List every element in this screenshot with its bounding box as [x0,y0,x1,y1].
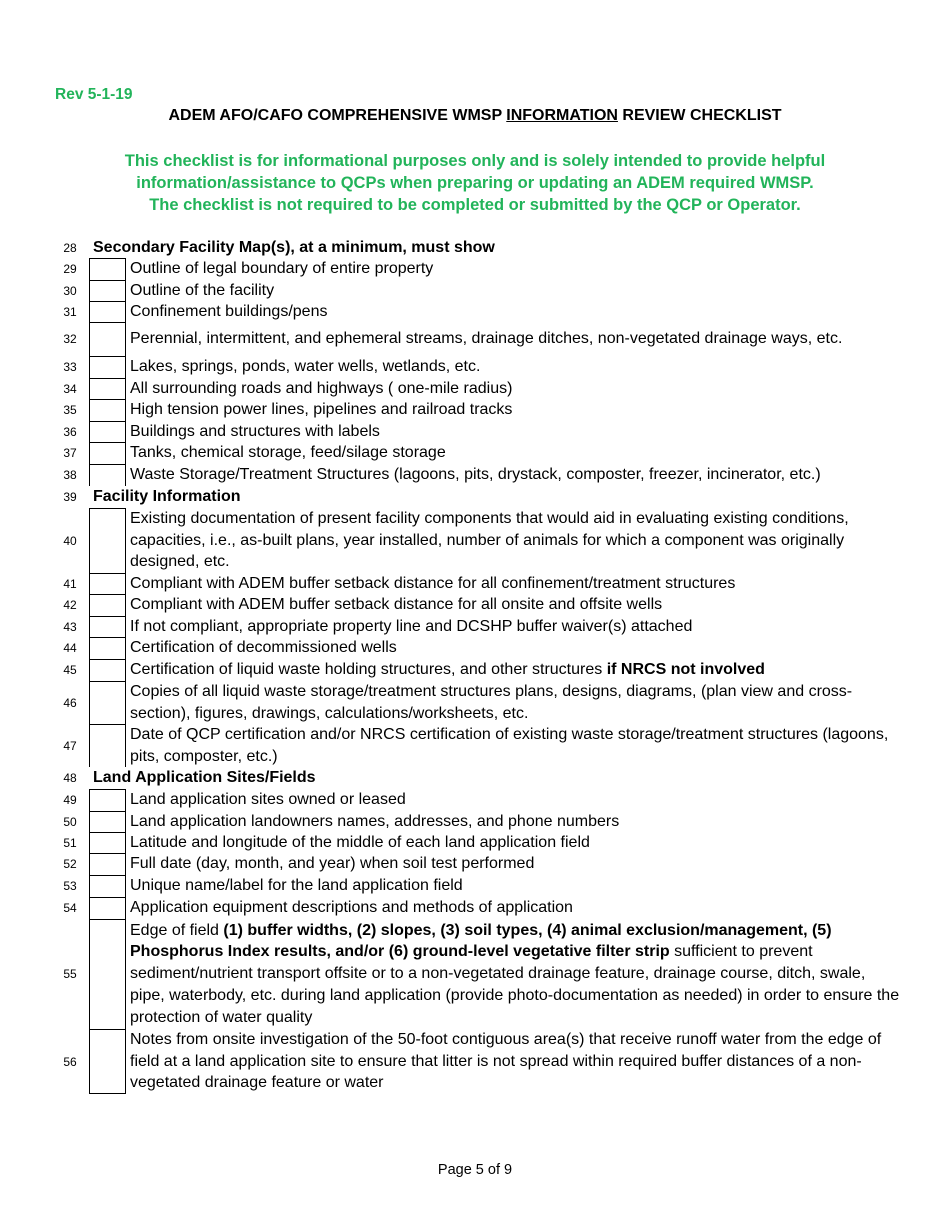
checklist-item-text [130,919,900,1029]
item-text: Notes from onsite investigation of the 50-foot contiguous area(s) that receive runoff water from the edge of field at a land application site to ensure that litter is not spread within required buffer distances of a non-vegetated drainage feature or water [130,1030,882,1092]
checklist-item-text [130,681,900,724]
item-text: Latitude and longitude of the middle of each land application field [130,834,590,852]
checkbox[interactable] [89,280,126,302]
checklist-row [0,258,950,280]
checkbox[interactable] [89,508,126,573]
checklist-row [0,724,950,767]
section-header-row [0,237,950,259]
row-number: 47 [63,738,77,753]
checklist-row [0,280,950,302]
checklist-row [0,322,950,356]
checklist-row [0,399,950,421]
row-number: 40 [63,533,77,548]
checklist-row [0,637,950,659]
checklist-row [0,573,950,595]
page-number: Page 5 of 9 [437,1162,513,1178]
row-number: 54 [63,901,77,915]
item-text: Tanks, chemical storage, feed/silage storage [130,444,446,462]
item-text: Confinement buildings/pens [130,303,328,321]
checklist-item-text [130,464,900,486]
item-text: Waste Storage/Treatment Structures (lagoons, pits, drystack, composter, freezer, incinerator, etc.) [130,466,821,484]
checklist-item-text [130,258,900,280]
checkbox[interactable] [89,1029,126,1094]
checklist-row [0,378,950,400]
checkbox[interactable] [89,659,126,681]
checkbox[interactable] [89,399,126,421]
checkbox[interactable] [89,811,126,832]
row-number: 53 [63,879,77,893]
checklist-item-text [130,399,900,421]
checklist-row [0,853,950,875]
row-number: 29 [63,262,77,276]
checklist-item-text [130,637,900,659]
item-text: Full date (day, month, and year) when soil test performed [130,855,535,873]
item-text-bold: if NRCS not involved [606,661,765,679]
checkbox[interactable] [89,832,126,854]
checklist-item-text [130,301,900,323]
checklist-row [0,919,950,1029]
checklist-item-text [130,280,900,302]
item-text-bold: (1) buffer widths, (2) slopes, (3) soil types, (4) animal exclusion/management, (5) Phosphorus Index results, and/or (6) ground-level vegetative filter strip [130,921,832,961]
row-number: 56 [63,1054,77,1069]
row-number: 45 [63,663,77,677]
row-number: 43 [63,620,77,634]
item-text: Compliant with ADEM buffer setback distance for all confinement/treatment structures [130,575,736,593]
checklist-item-text [130,573,900,595]
checklist-item-text [130,421,900,443]
row-number: 52 [63,857,77,871]
item-text: Edge of field [130,921,224,939]
checklist-item-text [130,811,900,832]
item-text: Buildings and structures with labels [130,423,380,441]
row-number: 30 [63,284,77,298]
checkbox[interactable] [89,616,126,638]
section-header-row [0,767,950,789]
item-text: Application equipment descriptions and methods of application [130,899,573,917]
checklist-item-text [130,594,900,616]
item-text: If not compliant, appropriate property line and DCSHP buffer waiver(s) attached [130,618,693,636]
checkbox[interactable] [89,356,126,378]
checkbox[interactable] [89,919,126,1029]
checklist-row [0,811,950,832]
row-number: 32 [63,332,77,346]
checkbox[interactable] [89,681,126,724]
row-number: 28 [63,241,77,255]
checkbox[interactable] [89,573,126,595]
section-title: Secondary Facility Map(s), at a minimum, must show [93,239,495,256]
checklist-row [0,442,950,464]
checkbox[interactable] [89,258,126,280]
checkbox[interactable] [89,724,126,767]
checklist-item-text [130,1029,900,1094]
checkbox[interactable] [89,853,126,875]
row-number: 31 [63,305,77,319]
item-text: Outline of legal boundary of entire property [130,260,434,278]
checkbox[interactable] [89,594,126,616]
checklist-item-text [130,616,900,638]
row-number: 42 [63,598,77,612]
item-text: All surrounding roads and highways ( one-mile radius) [130,380,513,398]
row-number: 37 [63,446,77,460]
checklist-item-text [130,442,900,464]
row-number: 35 [63,403,77,417]
row-number: 39 [63,490,77,504]
row-number: 50 [63,814,77,829]
item-text: Certification of liquid waste holding structures, and other structures [130,661,607,679]
checkbox[interactable] [89,875,126,897]
item-text: High tension power lines, pipelines and railroad tracks [130,401,513,419]
checklist-item-text [130,322,900,356]
checklist-row [0,897,950,919]
row-number: 55 [63,967,77,981]
row-number: 48 [63,771,77,785]
row-number: 46 [63,695,77,710]
item-text: Land application sites owned or leased [130,791,406,809]
checkbox[interactable] [89,421,126,443]
section-header-row [0,486,950,508]
checklist-row [0,659,950,681]
checklist-row [0,681,950,724]
informational-notice: This checklist is for informational purposes only and is solely intended to provide helpful information/assistance to QCPs when preparing or updating an ADEM required WMSP. The checklist is not required to be completed or submitted by the QCP or Operator. [124,152,826,214]
item-text: Existing documentation of present facility components that would aid in evaluating existing conditions, capacities, i.e., as-built plans, year installed, number of animals for which a component was originally designed, etc. [130,509,849,571]
checkbox[interactable] [89,789,126,811]
checklist-row [0,301,950,323]
checklist-item-text [130,659,900,681]
checkbox[interactable] [89,322,126,356]
checklist-row [0,875,950,897]
checklist-row [0,594,950,616]
checkbox[interactable] [89,378,126,400]
row-number: 34 [63,382,77,396]
checkbox[interactable] [89,464,126,486]
checklist-row [0,616,950,638]
item-text: Lakes, springs, ponds, water wells, wetlands, etc. [130,358,481,376]
checklist-item-text [130,853,900,875]
row-number: 33 [63,360,77,374]
row-number: 38 [63,468,77,482]
checklist-item-text [130,356,900,378]
checklist-row [0,508,950,573]
row-number: 51 [63,836,77,850]
checklist-item-text [130,508,900,573]
checklist-item-text [130,378,900,400]
checklist-row [0,789,950,811]
checkbox[interactable] [89,637,126,659]
item-text: Perennial, intermittent, and ephemeral streams, drainage ditches, non-vegetated drainage ways, etc. [130,330,843,348]
item-text: Copies of all liquid waste storage/treatment structures plans, designs, diagrams, (plan view and cross-section), figures, drawings, calculations/worksheets, etc. [130,682,853,722]
checklist-item-text [130,832,900,854]
checklist-item-text [130,875,900,897]
checkbox[interactable] [89,301,126,323]
checklist-item-text [130,789,900,811]
checklist-row [0,356,950,378]
item-text: Unique name/label for the land application field [130,877,463,895]
item-text-continued: sufficient to prevent sediment/nutrient transport offsite or to a non-vegetated drainage feature, drainage course, ditch, swale, pipe, waterbody, etc. during land application (provide photo-documentation as needed) in order to ensure the protection of water quality [130,943,900,1026]
page-title: ADEM AFO/CAFO COMPREHENSIVE WMSP INFORMATION REVIEW CHECKLIST [168,107,782,124]
row-number: 44 [63,641,77,655]
checklist-row [0,1029,950,1094]
row-number: 41 [63,577,77,591]
revision-label: Rev 5-1-19 [55,86,133,103]
checklist-row [0,464,950,486]
checklist-row [0,832,950,854]
item-text: Compliant with ADEM buffer setback distance for all onsite and offsite wells [130,596,663,614]
checkbox[interactable] [89,897,126,919]
item-text: Certification of decommissioned wells [130,639,397,657]
section-title: Land Application Sites/Fields [93,769,316,786]
row-number: 49 [63,793,77,807]
item-text: Date of QCP certification and/or NRCS certification of existing waste storage/treatment structures (lagoons, pits, composter, etc.) [130,725,889,765]
item-text: Outline of the facility [130,282,275,300]
checklist-row [0,421,950,443]
section-title: Facility Information [93,488,241,505]
checklist-item-text [130,724,900,767]
row-number: 36 [63,425,77,439]
checkbox[interactable] [89,442,126,464]
checklist-item-text [130,897,900,919]
item-text: Land application landowners names, addresses, and phone numbers [130,812,620,830]
